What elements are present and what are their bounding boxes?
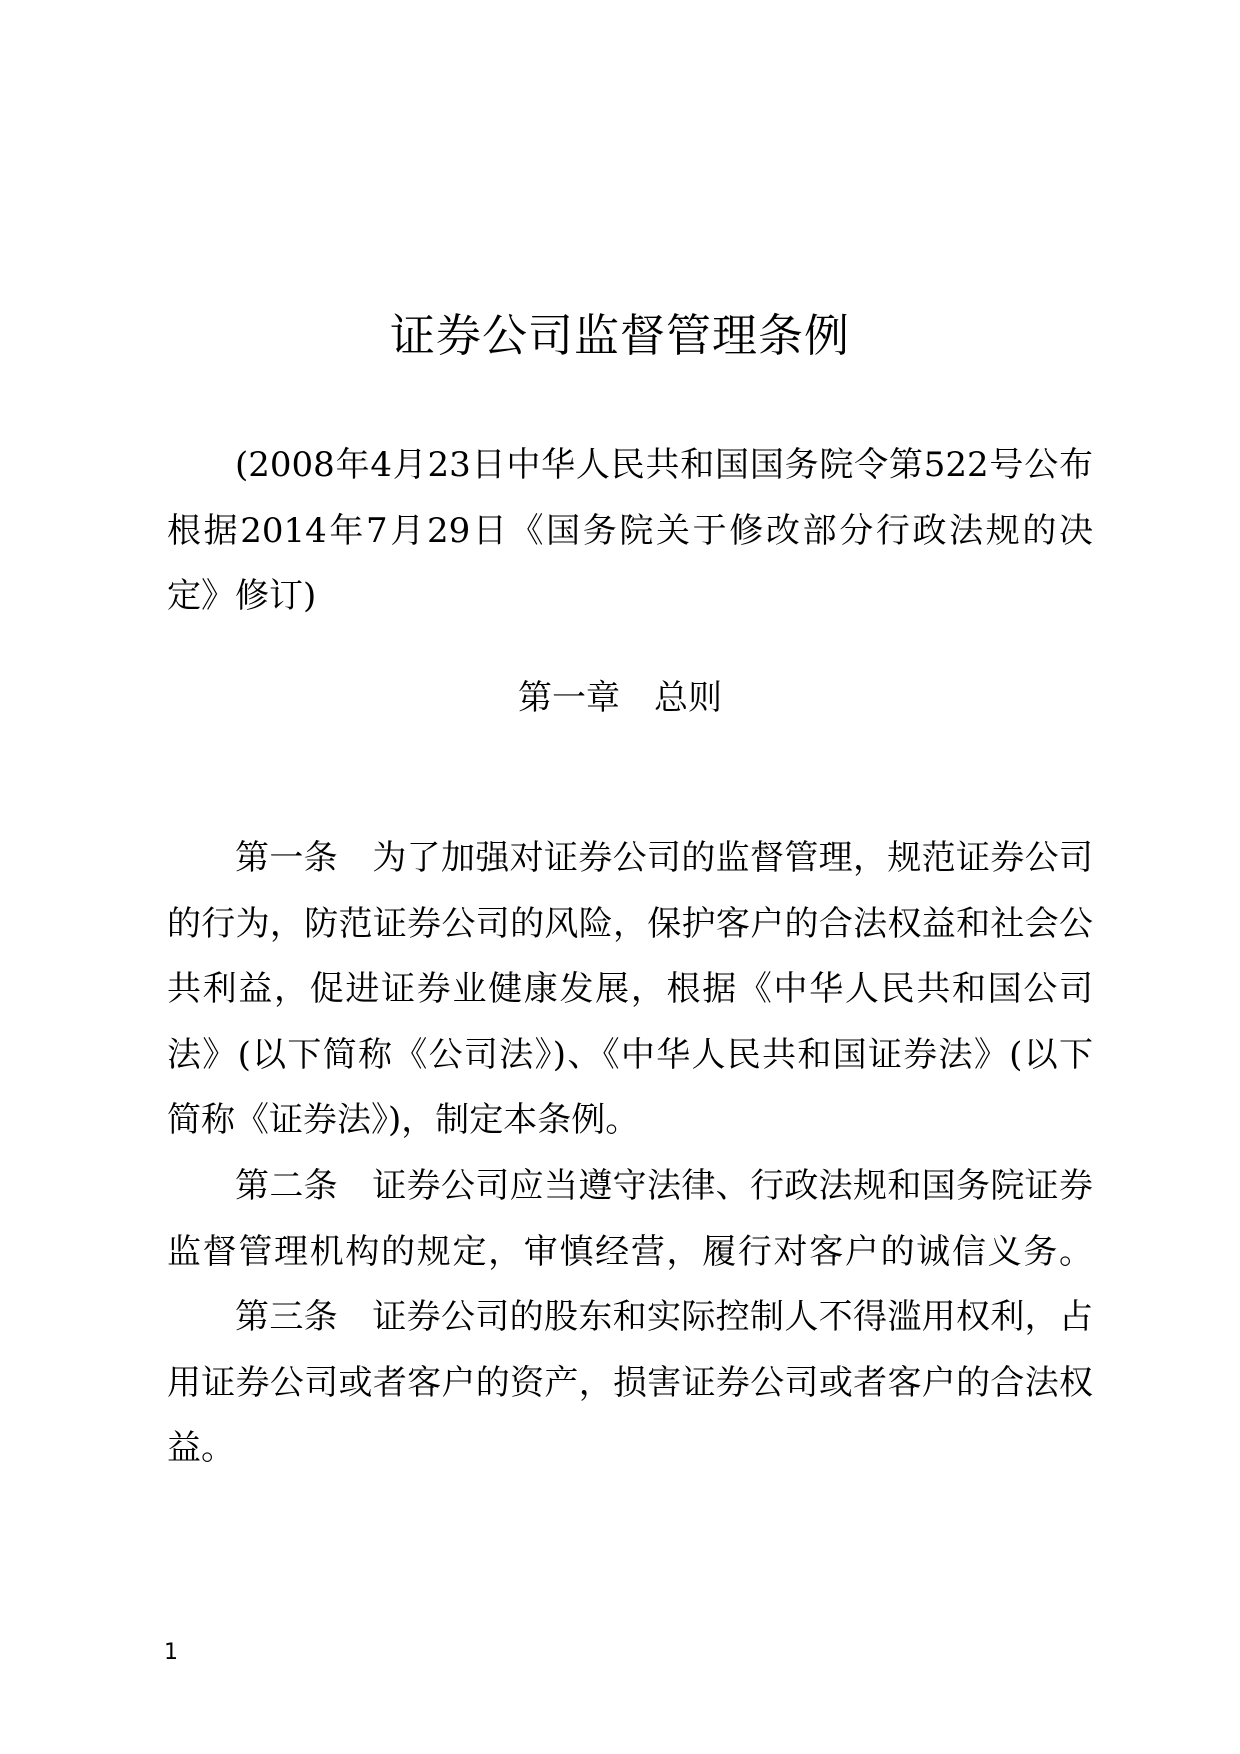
article-1 xyxy=(167,826,1093,1154)
article-line: 第一条 为了加强对证券公司的监督管理，规范证券公司 xyxy=(235,838,1093,878)
chapter-heading: 第一章 总则 xyxy=(518,678,722,718)
article-line: 益。 xyxy=(167,1428,235,1468)
document-title: 证券公司监督管理条例 xyxy=(389,309,850,362)
article-3 xyxy=(167,1285,1093,1482)
article-line: 第二条 证券公司应当遵守法律、行政法规和国务院证券 xyxy=(235,1166,1093,1206)
preamble-line: 定》修订) xyxy=(167,576,317,616)
article-line: 共利益，促进证券业健康发展，根据《中华人民共和国公司 xyxy=(167,969,1093,1009)
article-line: 法》(以下简称《公司法》)、《中华人民共和国证券法》(以下 xyxy=(167,1034,1093,1075)
article-line: 监督管理机构的规定，审慎经营，履行对客户的诚信义务。 xyxy=(167,1231,1093,1272)
preamble-line: 根据2014年7月29日《国务院关于修改部分行政法规的决 xyxy=(167,510,1093,551)
article-line: 用证券公司或者客户的资产，损害证券公司或者客户的合法权 xyxy=(167,1362,1093,1403)
page-number: 1 xyxy=(164,1640,178,1665)
article-line: 的行为，防范证券公司的风险，保护客户的合法权益和社会公 xyxy=(167,903,1093,944)
article-2 xyxy=(167,1154,1093,1285)
preamble-paragraph xyxy=(167,433,1093,630)
article-line: 简称《证券法》)，制定本条例。 xyxy=(167,1100,640,1140)
preamble-line: (2008年4月23日中华人民共和国国务院令第522号公布 xyxy=(235,445,1093,485)
article-line: 第三条 证券公司的股东和实际控制人不得滥用权利，占 xyxy=(235,1297,1093,1337)
